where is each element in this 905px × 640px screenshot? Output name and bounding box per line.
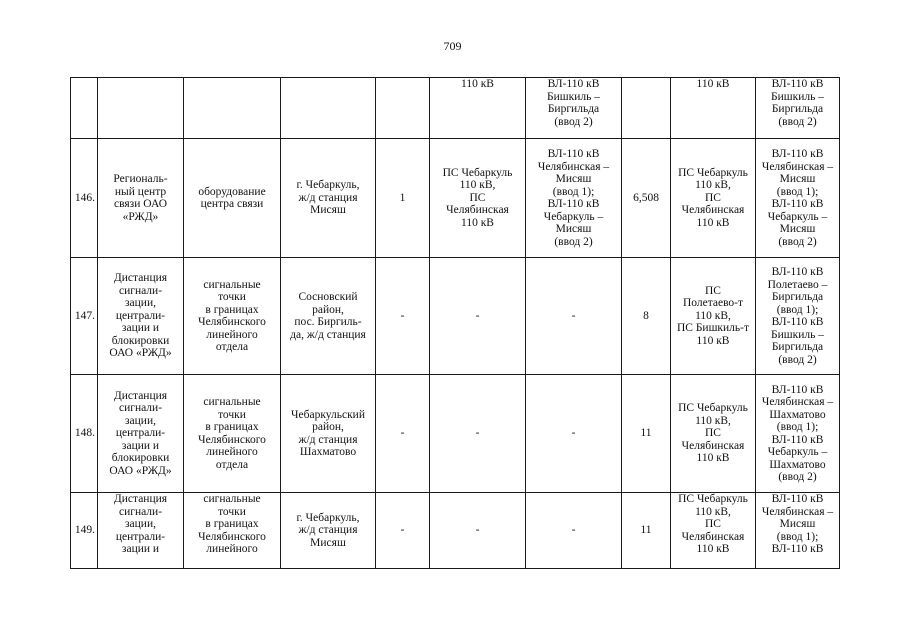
power-cell [622, 78, 671, 139]
source-cell: - [430, 258, 526, 375]
power-cell: 11 [622, 493, 671, 569]
location-cell: г. Чебаркуль, ж/д станция Мисяш [281, 493, 376, 569]
power-supply-table [70, 77, 840, 569]
category-cell: - [376, 493, 430, 569]
row-number: 148. [71, 375, 98, 493]
line-cell: ВЛ-110 кВ Челябинская – Шахматово (ввод 1); ВЛ-110 кВ Чебаркуль – Шахматово (ввод 2) [756, 375, 840, 493]
location-cell: Сосновский район, пос. Биргиль- да, ж/д станция [281, 258, 376, 375]
source-cell: ПС Чебаркуль 110 кВ, ПС Челябинская 110 кВ [671, 139, 756, 258]
row-number: 147. [71, 258, 98, 375]
line-cell: ВЛ-110 кВ Челябинская – Мисяш (ввод 1); ВЛ-110 кВ Чебаркуль – Мисяш (ввод 2) [756, 139, 840, 258]
table-row [71, 78, 840, 139]
line-cell: ВЛ-110 кВ Бишкиль – Биргильда (ввод 2) [526, 78, 622, 139]
source-cell: ПС Чебаркуль 110 кВ, ПС Челябинская 110 кВ [671, 375, 756, 493]
consumer-cell: Дистанция сигнали- зации, централи- зации и блокировки ОАО «РЖД» [98, 375, 184, 493]
equipment-cell [184, 78, 281, 139]
equipment-cell: оборудование центра связи [184, 139, 281, 258]
row-number: 146. [71, 139, 98, 258]
line-cell: - [526, 375, 622, 493]
line-cell: - [526, 493, 622, 569]
row-number: 149. [71, 493, 98, 569]
equipment-cell: сигнальные точки в границах Челябинского линейного отдела [184, 258, 281, 375]
source-cell: ПС Чебаркуль 110 кВ, ПС Челябинская 110 кВ [430, 139, 526, 258]
table-row [71, 258, 840, 375]
power-cell: 8 [622, 258, 671, 375]
row-number [71, 78, 98, 139]
consumer-cell: Дистанция сигнали- зации, централи- зации и [98, 493, 184, 569]
table-row [71, 493, 840, 569]
location-cell: Чебаркульский район, ж/д станция Шахматово [281, 375, 376, 493]
category-cell: 1 [376, 139, 430, 258]
location-cell [281, 78, 376, 139]
table-row [71, 375, 840, 493]
source-cell: ПС Полетаево-т 110 кВ, ПС Бишкиль-т 110 кВ [671, 258, 756, 375]
category-cell: - [376, 258, 430, 375]
consumer-cell [98, 78, 184, 139]
consumer-cell: Дистанция сигнали- зации, централи- зации и блокировки ОАО «РЖД» [98, 258, 184, 375]
power-cell: 6,508 [622, 139, 671, 258]
source-cell: 110 кВ [671, 78, 756, 139]
page-number: 709 [443, 39, 462, 53]
equipment-cell: сигнальные точки в границах Челябинского линейного [184, 493, 281, 569]
power-cell: 11 [622, 375, 671, 493]
source-cell: 110 кВ [430, 78, 526, 139]
source-cell: - [430, 493, 526, 569]
source-cell: ПС Чебаркуль 110 кВ, ПС Челябинская 110 кВ [671, 493, 756, 569]
table-row [71, 139, 840, 258]
line-cell: ВЛ-110 кВ Бишкиль – Биргильда (ввод 2) [756, 78, 840, 139]
source-cell: - [430, 375, 526, 493]
line-cell: ВЛ-110 кВ Полетаево – Биргильда (ввод 1); ВЛ-110 кВ Бишкиль – Биргильда (ввод 2) [756, 258, 840, 375]
equipment-cell: сигнальные точки в границах Челябинского линейного отдела [184, 375, 281, 493]
line-cell: ВЛ-110 кВ Челябинская – Мисяш (ввод 1); ВЛ-110 кВ [756, 493, 840, 569]
consumer-cell: Региональ- ный центр связи ОАО «РЖД» [98, 139, 184, 258]
line-cell: ВЛ-110 кВ Челябинская – Мисяш (ввод 1); ВЛ-110 кВ Чебаркуль – Мисяш (ввод 2) [526, 139, 622, 258]
category-cell: - [376, 375, 430, 493]
location-cell: г. Чебаркуль, ж/д станция Мисяш [281, 139, 376, 258]
line-cell: - [526, 258, 622, 375]
category-cell [376, 78, 430, 139]
